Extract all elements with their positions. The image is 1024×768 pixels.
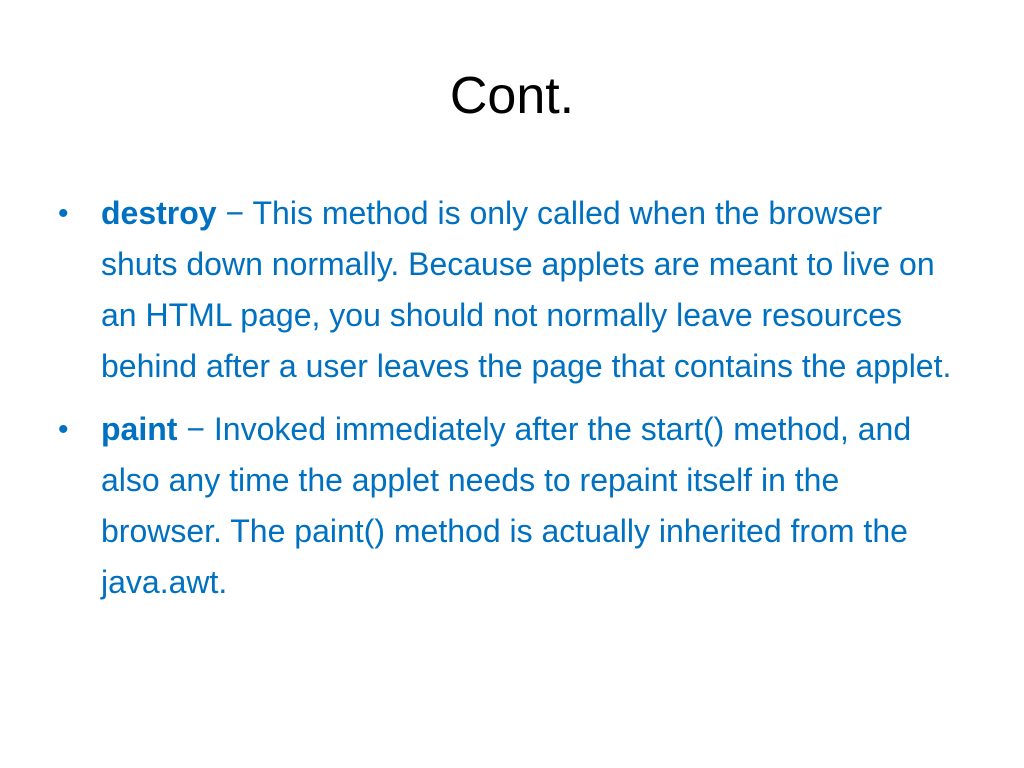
bullet-term: paint: [101, 411, 178, 447]
bullet-icon: •: [58, 413, 69, 446]
slide-title: Cont.: [449, 67, 575, 125]
bullet-separator: −: [216, 195, 253, 231]
bullet-item-paint: [56, 404, 956, 608]
bullet-term: destroy: [101, 195, 217, 231]
bullet-list: [56, 188, 956, 620]
bullet-description: Invoked immediately after the start() method, and also any time the applet needs to repaint itself in the browser. The paint() method is actually inherited from the java.awt.: [101, 411, 912, 600]
bullet-icon: •: [58, 197, 69, 230]
bullet-item-destroy: [56, 188, 956, 392]
bullet-separator: −: [177, 411, 214, 447]
bullet-description: This method is only called when the browser shuts down normally. Because applets are meant to live on an HTML page, you should not normally leave resources behind after a user leaves the page that contains the applet.: [101, 195, 952, 384]
